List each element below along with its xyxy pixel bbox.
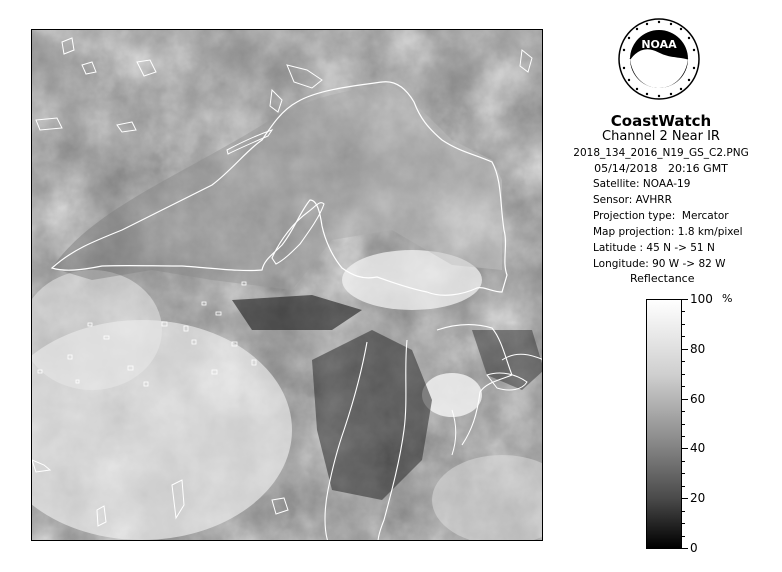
satellite-map: [31, 29, 543, 541]
legend-title: Reflectance: [630, 272, 695, 285]
colorbar-tick-label: 80: [690, 341, 706, 356]
map-image: [32, 30, 543, 541]
colorbar-minor-tick: [682, 461, 685, 462]
date-time-label: 05/14/2018 20:16 GMT: [594, 162, 728, 175]
colorbar-tick: [682, 548, 688, 549]
colorbar-minor-tick: [682, 411, 685, 412]
colorbar-tick: [682, 299, 688, 300]
noaa-logo: [618, 18, 700, 100]
projection-type-label: Projection type: Mercator: [593, 210, 729, 222]
reflectance-colorbar: [646, 299, 682, 549]
colorbar-minor-tick: [682, 336, 685, 337]
logo-text: NOAA: [641, 38, 677, 51]
colorbar-tick: [682, 349, 688, 350]
colorbar-tick: [682, 448, 688, 449]
legend-unit: %: [722, 292, 733, 305]
product-title: CoastWatch: [610, 112, 712, 130]
colorbar-minor-tick: [682, 311, 685, 312]
colorbar-tick-label: 100: [690, 292, 713, 306]
colorbar-tick-label: 60: [690, 391, 706, 406]
colorbar-minor-tick: [682, 324, 685, 325]
map-projection-label: Map projection: 1.8 km/pixel: [593, 226, 743, 238]
colorbar-minor-tick: [682, 486, 685, 487]
colorbar-minor-tick: [682, 473, 685, 474]
longitude-label: Longitude: 90 W -> 82 W: [593, 258, 726, 270]
satellite-label: Satellite: NOAA-19: [593, 178, 691, 190]
colorbar-tick-label: 0: [690, 541, 698, 555]
colorbar-tick-label: 40: [690, 441, 706, 456]
colorbar-tick-label: 20: [690, 491, 706, 506]
colorbar-minor-tick: [682, 523, 685, 524]
colorbar-minor-tick: [682, 424, 685, 425]
colorbar-tick: [682, 498, 688, 499]
colorbar-minor-tick: [682, 386, 685, 387]
colorbar-minor-tick: [682, 511, 685, 512]
colorbar-minor-tick: [682, 436, 685, 437]
colorbar-tick: [682, 399, 688, 400]
colorbar-minor-tick: [682, 374, 685, 375]
filename-label: 2018_134_2016_N19_GS_C2.PNG: [573, 147, 749, 159]
latitude-label: Latitude : 45 N -> 51 N: [593, 242, 715, 254]
colorbar-minor-tick: [682, 536, 685, 537]
colorbar-minor-tick: [682, 361, 685, 362]
sensor-label: Sensor: AVHRR: [593, 194, 672, 206]
channel-label: Channel 2 Near IR: [602, 129, 720, 144]
